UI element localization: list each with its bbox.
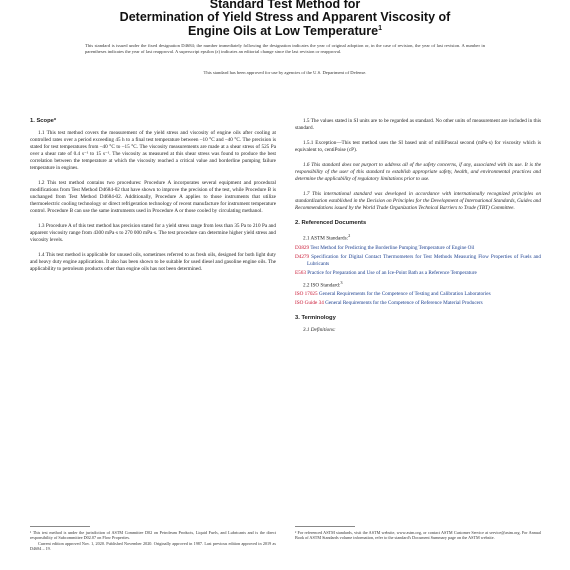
para-1-5-1: 1.5.1 Exception—This test method uses the SI based unit of milliPascal second (mPa·s) for viscosity which is equivalent to, centiPoise (cP).: [295, 140, 541, 153]
iso-reference-list: [295, 291, 541, 307]
scope-heading: 1. Scope*: [30, 118, 57, 124]
reference-title-link[interactable]: Practice for Preparation and Use of an Ice-Point Bath as a Reference Temperature: [305, 269, 477, 276]
para-1-5: 1.5 The values stated in SI units are to be regarded as standard. No other units of measurement are included in this standard.: [295, 118, 541, 131]
iso-standard-label: [295, 279, 541, 290]
footnote-2: ² For referenced ASTM standards, visit the ASTM website, www.astm.org, or contact ASTM Customer Service at service@astm.org. For Annual Book of ASTM Standards volume information, refer to the standard's Document Summary page on the ASTM website.: [295, 530, 541, 541]
designation-note: This standard is issued under the fixed designation D4684; the number immediately following the designation indicates the year of original adoption or, in the case of revision, the year of last revision. A number in parentheses indicates the year of last reapproval. A superscript epsilon (ε) indicates an editorial change since the last revision or reapproval.: [85, 43, 485, 54]
astm-footnote-mark: 2: [348, 233, 351, 238]
reference-code-link[interactable]: ISO Guide 34: [295, 300, 324, 307]
footnote-rule-left: [30, 526, 90, 527]
title-line-1: Standard Test Method for: [209, 0, 361, 11]
right-column: [295, 118, 541, 342]
reference-code-link[interactable]: D3829: [295, 244, 310, 251]
astm-reference-list: [295, 245, 541, 277]
reference-code-link[interactable]: D4279: [295, 253, 310, 260]
reference-title-link[interactable]: Specification for Digital Contact Thermometers for Test Methods Measuring Flow Properties of Fuels and Lubricants: [307, 253, 541, 267]
para-1-1: 1.1 This test method covers the measurement of the yield stress and viscosity of engine oils after cooling at controlled rates over a period exceeding 45 h to a final test temperature between –10 °C and –40 °C. The precision is stated for test temperatures from –40 °C to –15 °C. The viscosity measurements are made at a shear stress of 525 Pa over a shear rate of 0.4 s⁻¹ to 15 s⁻¹. The viscosity as measured at this shear stress was found to produce the best correlation between the temperature at which the viscosity reached a critical value and borderline pumping failure temperature in engines.: [30, 130, 276, 171]
title-line-3: [0, 24, 570, 38]
reference-code-link[interactable]: ISO 17025: [295, 291, 318, 298]
para-1-2: 1.2 This test method contains two procedures: Procedure A incorporates several equipment and procedural modifications from Test Method D4684-02 that have shown to improve the precision of the test, while Procedure B is unchanged from Test Method D4684-02. Additionally, Procedure A applies to those instruments that utilize thermoelectric cooling technology or direct refrigeration technology of recent manufacture for instrument temperature control. Procedure B can use the same instruments used in Procedure A or those cooled by circulating methanol.: [30, 180, 276, 214]
astm-standards-label-text: 2.1 ASTM Standards:: [303, 235, 349, 242]
para-1-7: 1.7 This international standard was developed in accordance with internationally recognized principles on standardization established in the Decision on Principles for the Development of International Standards, Guides and Recommendations issued by the World Trade Organization Technical Barriers to Trade (TBT) Committee.: [295, 191, 541, 211]
footnote-1: ¹ This test method is under the jurisdiction of ASTM Committee D02 on Petroleum Products, Liquid Fuels, and Lubricants and is the direct responsibility of Subcommittee D02.07 on Flow Properties.: [30, 530, 276, 541]
iso-standard-label-text: 2.2 ISO Standard:: [303, 282, 341, 289]
footnote-edition: Current edition approved Nov. 1, 2020. Published November 2020. Originally approved in 1987. Last previous edition approved in 2019 as D4684 – 19.: [30, 540, 276, 552]
iso-footnote-mark: 3: [340, 279, 343, 285]
reference-code-link[interactable]: E563: [295, 269, 306, 276]
footnotes-left: [30, 530, 276, 552]
title-footnote-mark: 1: [378, 24, 382, 32]
title-line-3-text: Engine Oils at Low Temperature: [188, 24, 379, 38]
footnote-rule-right: [295, 526, 355, 527]
footnotes-right: [295, 530, 541, 541]
reference-item: [295, 254, 541, 268]
definitions-label: 3.1 Definitions:: [303, 327, 336, 334]
reference-title-link[interactable]: General Requirements for the Competence of Reference Material Producers: [323, 300, 483, 307]
reference-title-link[interactable]: General Requirements for the Competence of Testing and Calibration Laboratories: [317, 291, 491, 298]
reference-item: [295, 270, 541, 277]
left-column: [30, 118, 276, 281]
reference-item: [295, 291, 541, 298]
reference-item: [295, 245, 541, 252]
terminology-heading: 3. Terminology: [295, 315, 336, 322]
referenced-documents-heading: 2. Referenced Documents: [295, 220, 367, 226]
astm-standards-label: [295, 232, 541, 243]
para-1-3: 1.3 Procedure A of this test method has precision stated for a yield stress range from less than 35 Pa to 210 Pa and apparent viscosity range from 4300 mPa·s to 270 000 mPa·s. The test procedure can determine higher yield stress and viscosity levels.: [30, 223, 276, 243]
title-line-2: Determination of Yield Stress and Apparent Viscosity of: [119, 10, 451, 24]
para-1-6: 1.6 This standard does not purport to address all of the safety concerns, if any, associated with its use. It is the responsibility of the user of this standard to establish appropriate safety, health, and environmental practices and determine the applicability of regulatory limitations prior to use.: [295, 162, 541, 182]
para-1-4: 1.4 This test method is applicable for unused oils, sometimes referred to as fresh oils, designed for both light duty and heavy duty engine applications. It also has been shown to be suitable for used diesel and gasoline engine oils. The applicability to petroleum products other than engine oils has not been determined.: [30, 252, 276, 272]
reference-title-link[interactable]: Test Method for Predicting the Borderline Pumping Temperature of Engine Oil: [309, 244, 475, 251]
reference-item: [295, 300, 541, 307]
approval-note: This standard has been approved for use by agencies of the U.S. Department of Defense.: [203, 70, 367, 75]
